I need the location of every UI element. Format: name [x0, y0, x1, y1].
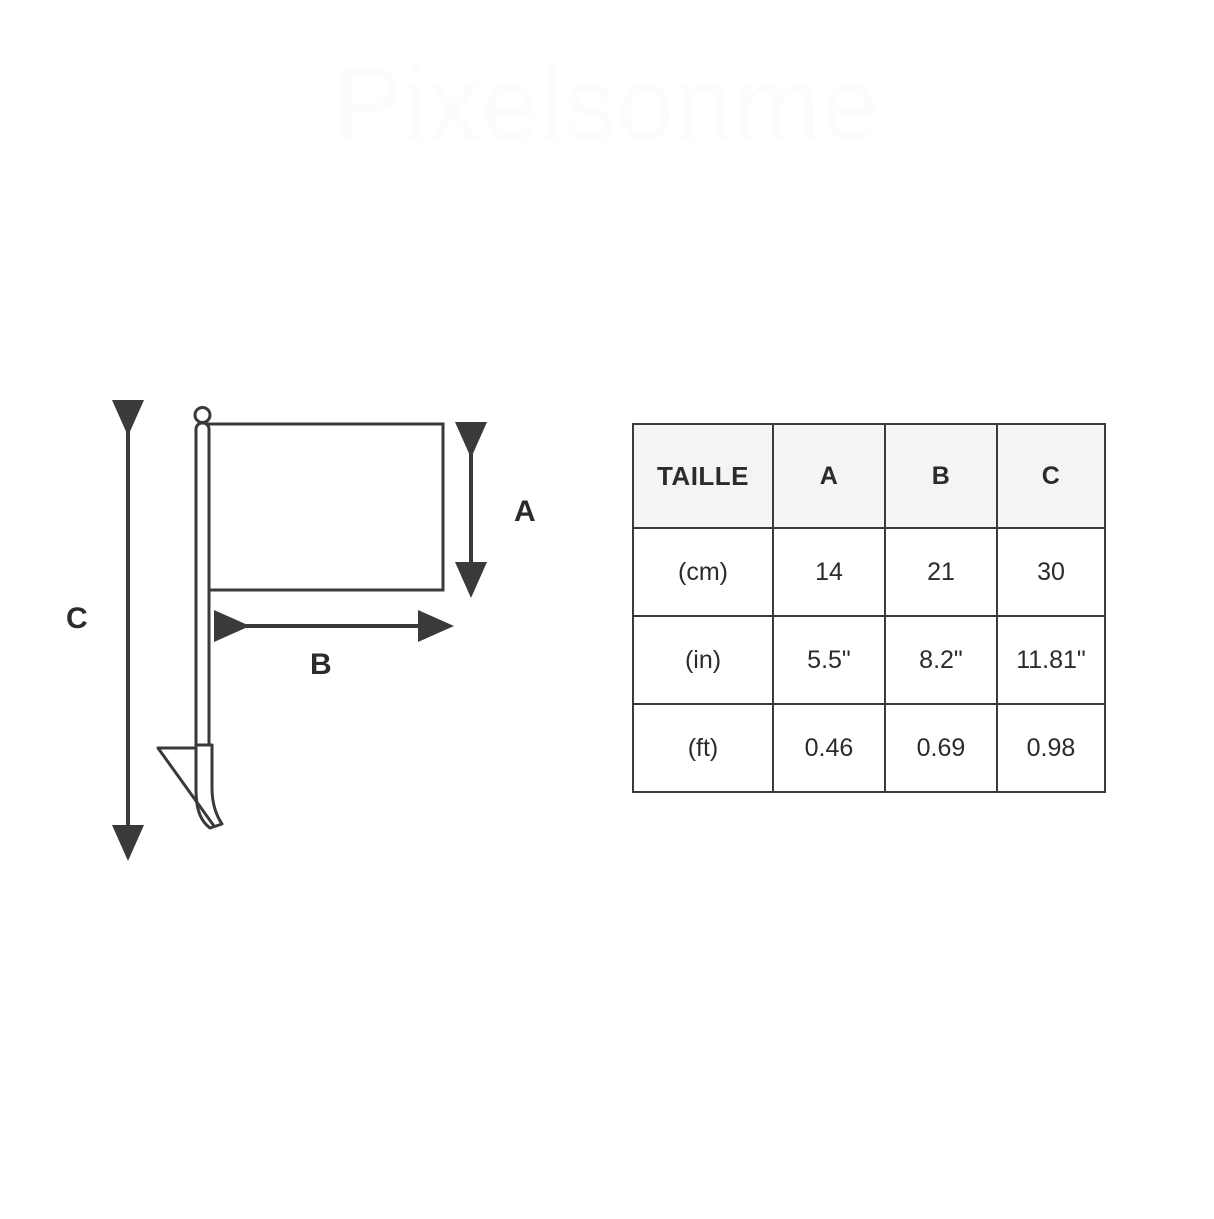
cell-c: 11.81" [997, 616, 1105, 704]
cell-unit: (cm) [633, 528, 773, 616]
window-clip [158, 745, 222, 828]
cell-a: 5.5" [773, 616, 885, 704]
table-row [633, 528, 1105, 616]
cell-a: 14 [773, 528, 885, 616]
table-row [633, 616, 1105, 704]
flag-pole [195, 408, 210, 754]
table-header-taille: TAILLE [633, 424, 773, 528]
table-header-b: B [885, 424, 997, 528]
flag-cloth [207, 424, 443, 590]
watermark-text: Pixelsonme [333, 47, 881, 163]
cell-b: 0.69 [885, 704, 997, 792]
flag-diagram-svg [0, 0, 600, 1214]
table-header-row [633, 424, 1105, 528]
table-header-c: C [997, 424, 1105, 528]
flag-diagram [0, 0, 600, 1214]
table-header-a: A [773, 424, 885, 528]
table-row [633, 704, 1105, 792]
dimension-label-c: C [66, 602, 88, 635]
size-table [632, 423, 1106, 793]
dimension-label-a: A [514, 495, 536, 528]
cell-b: 21 [885, 528, 997, 616]
cell-unit: (in) [633, 616, 773, 704]
cell-b: 8.2" [885, 616, 997, 704]
dimension-label-b: B [310, 648, 332, 681]
cell-c: 30 [997, 528, 1105, 616]
cell-a: 0.46 [773, 704, 885, 792]
cell-c: 0.98 [997, 704, 1105, 792]
cell-unit: (ft) [633, 704, 773, 792]
size-table-container [632, 423, 1104, 793]
